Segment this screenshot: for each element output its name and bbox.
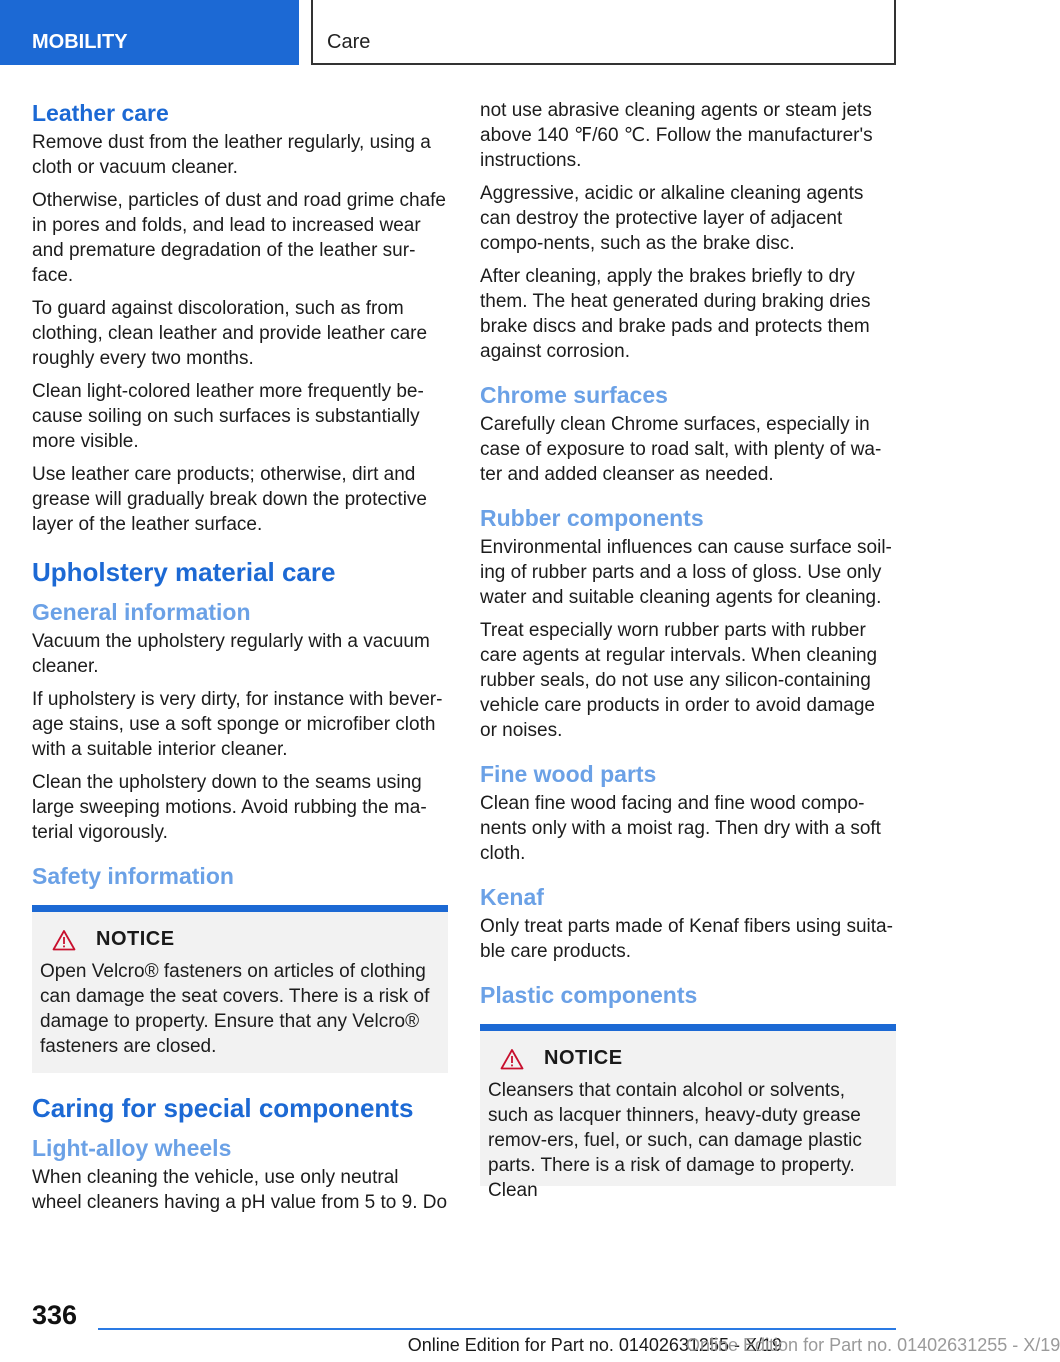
leather-care-paragraph: Otherwise, particles of dust and road grime chafe in pores and folds, and lead to increased wear and premature degradation of the leather sur-face. — [32, 190, 446, 286]
header-chapter-tab: Care — [311, 0, 896, 65]
rubber-components-heading: Rubber components — [480, 505, 704, 531]
right-column — [480, 98, 896, 1201]
left-column — [32, 98, 448, 1223]
notice-header — [488, 1047, 888, 1070]
wheels-paragraph: Aggressive, acidic or alkaline cleaning agents can destroy the protective layer of adjacent compo-nents, such as the brake disc. — [480, 183, 864, 254]
rubber-paragraph: Treat especially worn rubber parts with rubber care agents at regular intervals. When cleaning rubber seals, do not use any silicon-containing vehicle care products in order to avoid damage or noises. — [480, 620, 878, 741]
fine-wood-heading: Fine wood parts — [480, 761, 657, 787]
leather-care-paragraph: Clean light-colored leather more frequently be-cause soiling on such surfaces is substantially more visible. — [32, 381, 424, 452]
kenaf-heading: Kenaf — [480, 884, 544, 910]
leather-care-heading: Leather care — [32, 100, 169, 126]
wheels-paragraph: After cleaning, apply the brakes briefly to dry them. The heat generated during braking dries brake discs and brake pads and protects them against corrosion. — [480, 266, 871, 362]
notice-box — [480, 1024, 896, 1201]
plastic-components-heading: Plastic components — [480, 982, 698, 1008]
upholstery-paragraph: If upholstery is very dirty, for instance with bever-age stains, use a soft sponge or microfiber cloth with a suitable interior cleaner. — [32, 689, 443, 760]
rubber-paragraph: Environmental influences can cause surface soil-ing of rubber parts and a loss of gloss. Use only water and suitable cleaning agents for cleaning. — [480, 537, 892, 608]
leather-care-paragraph: Use leather care products; otherwise, dirt and grease will gradually break down the protective layer of the leather surface. — [32, 464, 427, 535]
watermark: Online Edition for Part no. 01402631255 - X/19 — [686, 1335, 1060, 1355]
upholstery-paragraph: Vacuum the upholstery regularly with a vacuum cleaner. — [32, 631, 430, 677]
notice-label: NOTICE — [544, 1047, 623, 1069]
chrome-surfaces-heading: Chrome surfaces — [480, 382, 668, 408]
light-alloy-wheels-heading: Light-alloy wheels — [32, 1135, 232, 1161]
general-information-heading: General information — [32, 599, 251, 625]
header-section-tab: MOBILITY — [0, 0, 299, 65]
notice-text: Open Velcro® fasteners on articles of clothing can damage the seat covers. There is a risk of damage to property. Ensure that any Velcro® fasteners are closed. — [40, 961, 430, 1057]
page-number: 336 — [32, 1300, 78, 1330]
leather-care-paragraph: Remove dust from the leather regularly, using a cloth or vacuum cleaner. — [32, 132, 431, 178]
notice-header — [40, 928, 440, 951]
wood-paragraph: Clean fine wood facing and fine wood compo-nents only with a moist rag. Then dry with a soft cloth. — [480, 793, 881, 864]
wheels-paragraph: When cleaning the vehicle, use only neutral wheel cleaners having a pH value from 5 to 9. Do — [32, 1167, 448, 1213]
upholstery-heading: Upholstery material care — [32, 557, 336, 587]
leather-care-paragraph: To guard against discoloration, such as from clothing, clean leather and provide leather care roughly every two months. — [32, 298, 428, 369]
footer-edition: Online Edition for Part no. 01402631255 - X/19 — [407, 1335, 782, 1355]
notice-text: Cleansers that contain alcohol or solvents, such as lacquer thinners, heavy-duty grease remov-ers, fuel, or such, can damage plastic parts. There is a risk of damage to property. Clean — [488, 1080, 862, 1201]
upholstery-paragraph: Clean the upholstery down to the seams using large sweeping motions. Avoid rubbing the ma-terial vigorously. — [32, 772, 427, 843]
safety-information-heading: Safety information — [32, 863, 234, 889]
warning-triangle-icon — [500, 1048, 524, 1070]
kenaf-paragraph: Only treat parts made of Kenaf fibers using suita-ble care products. — [480, 916, 893, 962]
warning-triangle-icon — [52, 929, 76, 951]
chrome-paragraph: Carefully clean Chrome surfaces, especially in case of exposure to road salt, with plenty of wa-ter and added cleanser as needed. — [480, 414, 882, 485]
special-components-heading: Caring for special components — [32, 1093, 414, 1123]
footer-divider — [98, 1328, 896, 1330]
notice-label: NOTICE — [96, 928, 175, 950]
notice-box — [32, 905, 448, 1073]
wheels-paragraph: not use abrasive cleaning agents or steam jets above 140 ℉/60 ℃. Follow the manufacturer's instructions. — [480, 100, 873, 171]
